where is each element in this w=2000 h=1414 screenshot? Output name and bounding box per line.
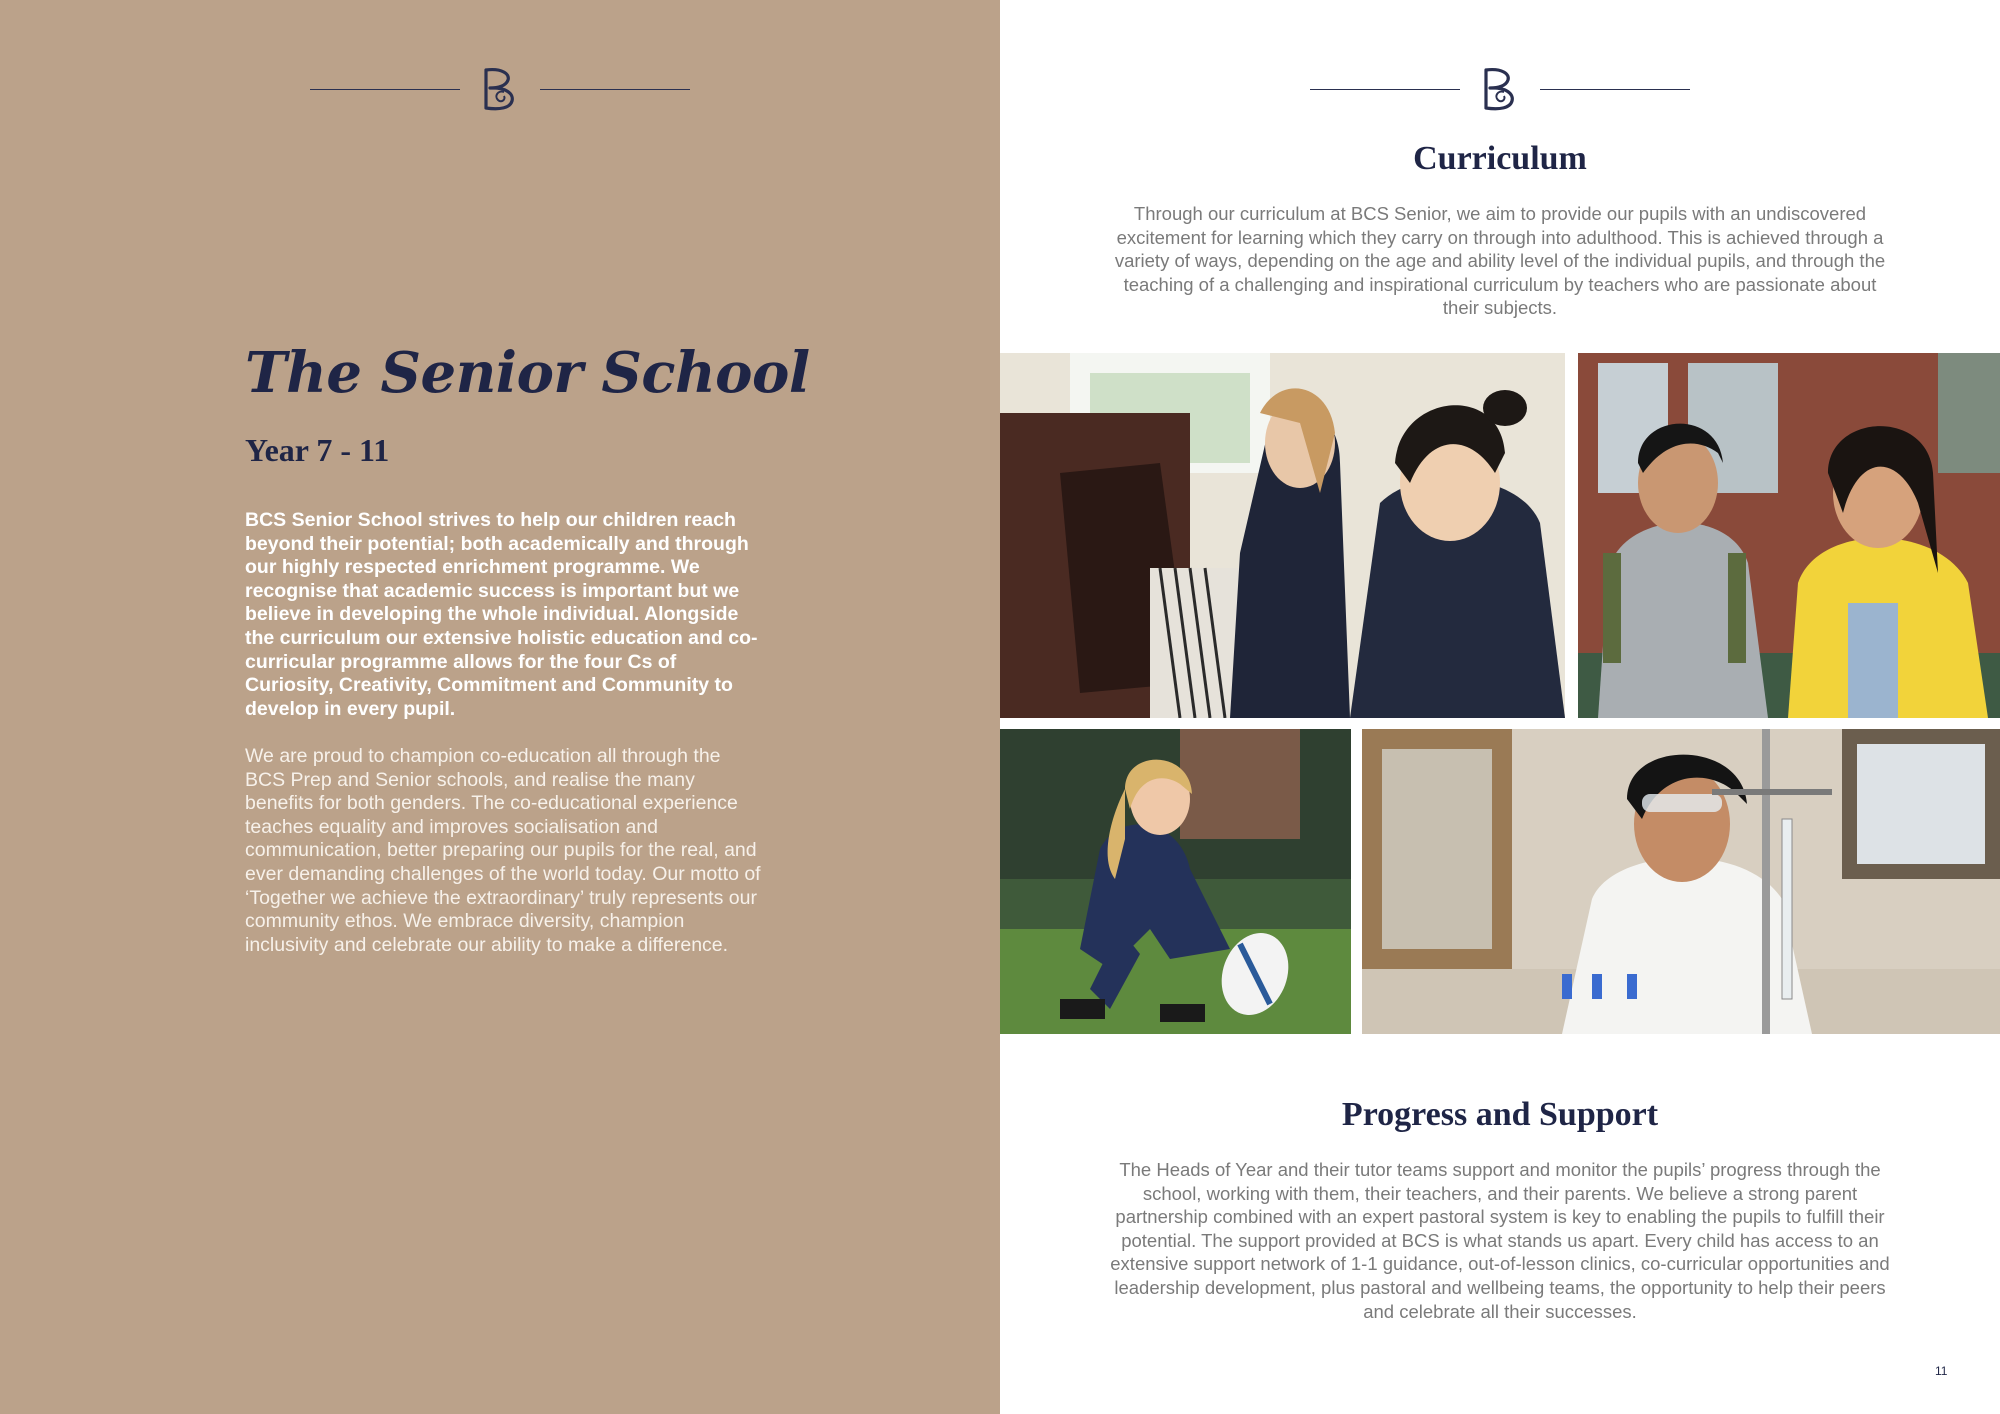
divider <box>1540 89 1690 90</box>
divider <box>540 89 690 90</box>
curriculum-text: Through our curriculum at BCS Senior, we aim to provide our pupils with an undiscovered excitement for learning which they carry on through into adulthood. This is achieved through a variety of ways, depending on the age and ability level of the individual pupils, and through the teaching of a challenging and inspirational curriculum by teachers who are passionate about their subjects. <box>1114 203 1886 319</box>
photo-students-piano <box>1000 353 1565 718</box>
intro-body-paragraph: We are proud to champion co-education all through the BCS Prep and Senior schools, and realise the many benefits for both genders. The co-educational experience teaches equality and improves socialisation and communication, better preparing our pupils for the real, and ever demanding challenges of the world today. Our motto of ‘Together we achieve the extraordinary’ truly represents our community ethos. We embrace diversity, champion inclusivity and celebrate our ability to make a difference. <box>245 745 761 956</box>
progress-support-heading: Progress and Support <box>1341 1096 1659 1133</box>
divider <box>1310 89 1460 90</box>
bcs-monogram-logo-icon <box>1460 62 1540 116</box>
right-page <box>1000 0 2000 1414</box>
bcs-monogram-logo-icon <box>460 62 540 116</box>
photo-rugby-student <box>1000 729 1351 1034</box>
page-number: 11 <box>1935 1364 1948 1378</box>
header-logo <box>310 62 690 116</box>
progress-support-text: The Heads of Year and their tutor teams support and monitor the pupils’ progress through the school, working with them, their teachers, and their parents. We believe a strong parent partnership combined with an expert pastoral system is key to enabling the pupils to fulfill their potential. The support provided at BCS is what stands us apart. Every child has access to an extensive support network of 1-1 guidance, out-of-lesson clinics, co-curricular opportunities and leadership development, plus pastoral and wellbeing teams, the opportunity to help their peers and celebrate all their successes. <box>1110 1159 1890 1322</box>
intro-bold-paragraph: BCS Senior School strives to help our children reach beyond their potential; both academically and through our highly respected enrichment programme. We recognise that academic success is important but we believe in developing the whole individual. Alongside the curriculum our extensive holistic education and co-curricular programme allows for the four Cs of Curiosity, Creativity, Commitment and Community to develop in every pupil. <box>245 509 758 720</box>
photo-students-outdoors <box>1578 353 2000 718</box>
photo-science-lab <box>1362 729 2000 1034</box>
page-title: The Senior School <box>245 340 810 406</box>
header-logo <box>1310 62 1690 116</box>
curriculum-heading: Curriculum <box>1413 140 1587 177</box>
divider <box>310 89 460 90</box>
year-range-subtitle: Year 7 - 11 <box>245 432 390 468</box>
